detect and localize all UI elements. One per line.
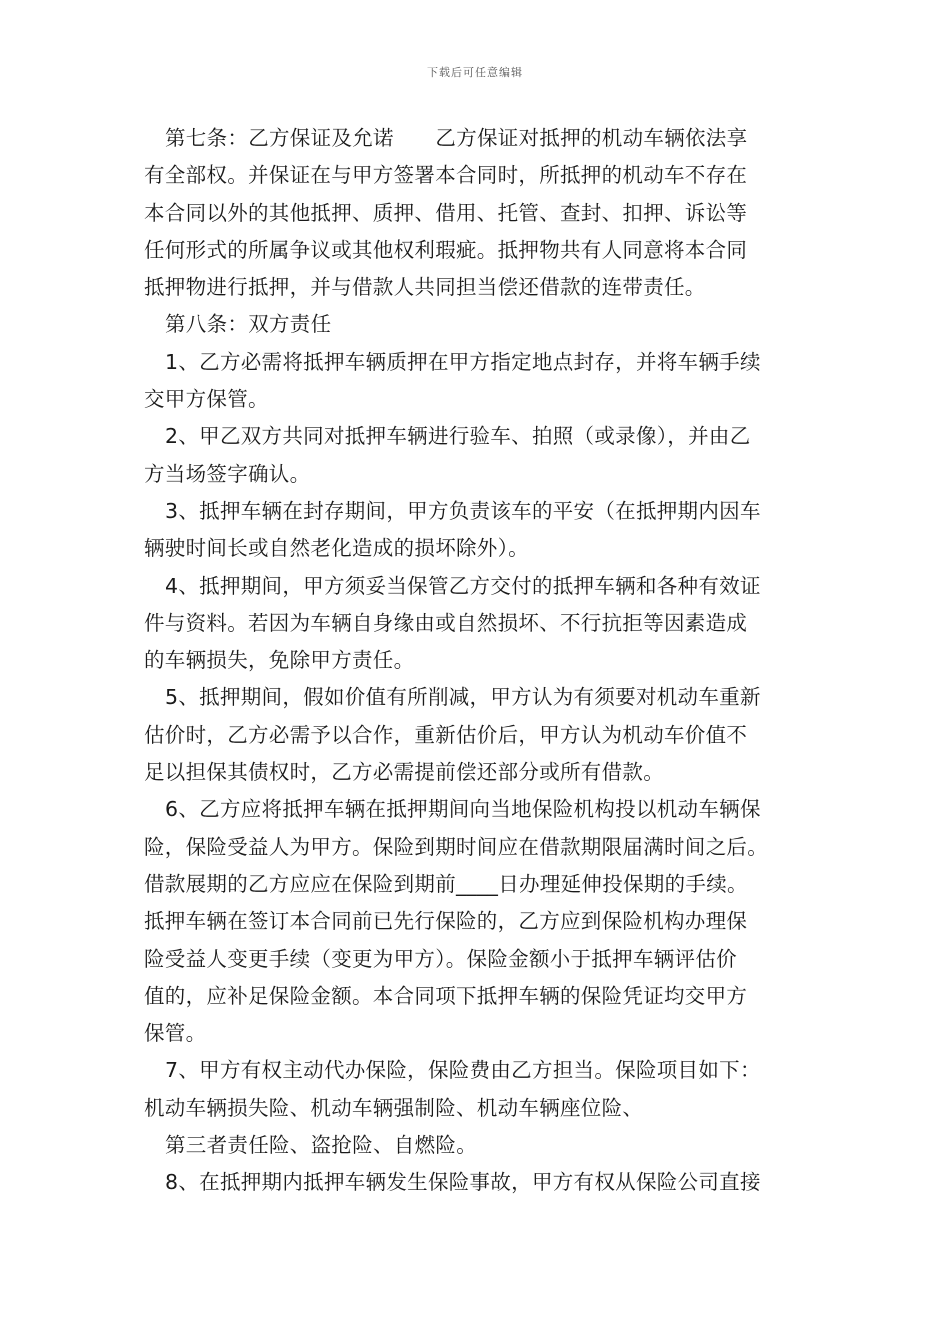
clause-4-line: 4、抵押期间，甲方须妥当保管乙方交付的抵押车辆和各种有效证 [165,573,761,598]
clause-5-line: 5、抵押期间，假如价值有所削减，甲方认为有须要对机动车重新 [165,685,761,710]
text-line: 险，保险受益人为甲方。保险到期时间应在借款期限届满时间之后。 [144,834,768,859]
text-line: 机动车辆损失险、机动车辆强制险、机动车辆座位险、 [144,1095,644,1120]
text-line: 抵押物进行抵押，并与借款人共同担当偿还借款的连带责任。 [144,275,706,300]
text-line: 件与资料。若因为车辆自身缘由或自然损坏、不行抗拒等因素造成 [144,610,748,635]
text-line: 第三者责任险、盗抢险、自燃险。 [165,1133,477,1158]
article-7-heading-line: 第七条：乙方保证及允诺 乙方保证对抵押的机动车辆依法享 [165,126,748,150]
header-note: 下载后可任意编辑 [427,66,523,79]
text-line: 险受益人变更手续（变更为甲方）。保险金额小于抵押车辆评估价 [144,946,737,971]
text-line: 有全部权。并保证在与甲方签署本合同时，所抵押的机动车不存在 [144,163,748,188]
document-body [144,120,824,1202]
text-line: 抵押车辆在签订本合同前已先行保险的，乙方应到保险机构办理保 [144,909,748,934]
text-line: 交甲方保管。 [144,387,269,412]
clause-1-line: 1、乙方必需将抵押车辆质押在甲方指定地点封存，并将车辆手续 [165,349,761,374]
text-line: 保管。 [144,1021,207,1046]
text-line: 本合同以外的其他抵押、质押、借用、托管、查封、扣押、诉讼等 [144,200,748,225]
text-line: 任何形式的所属争议或其他权利瑕疵。抵押物共有人同意将本合同 [144,237,748,262]
clause-2-line: 2、甲乙双方共同对抵押车辆进行验车、拍照（或录像），并由乙 [165,424,751,449]
text-line: 估价时，乙方必需予以合作，重新估价后，甲方认为机动车价值不 [144,722,748,747]
text-line: 的车辆损失，免除甲方责任。 [144,648,415,673]
text-line: 值的，应补足保险金额。本合同项下抵押车辆的保险凭证均交甲方 [144,983,748,1008]
clause-8-line: 8、在抵押期内抵押车辆发生保险事故，甲方有权从保险公司直接 [165,1170,761,1195]
text-line: 借款展期的乙方应应在保险到期前____日办理延伸投保期的手续。 [144,871,748,896]
text-line: 足以担保其债权时，乙方必需提前偿还部分或所有借款。 [144,760,664,785]
clause-6-line: 6、乙方应将抵押车辆在抵押期间向当地保险机构投以机动车辆保 [165,797,761,822]
clause-7-line: 7、甲方有权主动代办保险，保险费由乙方担当。保险项目如下： [165,1058,761,1083]
article-8-heading: 第八条：双方责任 [165,312,332,337]
clause-3-line: 3、抵押车辆在封存期间，甲方负责该车的平安（在抵押期内因车 [165,498,761,523]
text-line: 辆驶时间长或自然老化造成的损坏除外）。 [144,536,529,561]
text-line: 方当场签字确认。 [144,461,311,486]
